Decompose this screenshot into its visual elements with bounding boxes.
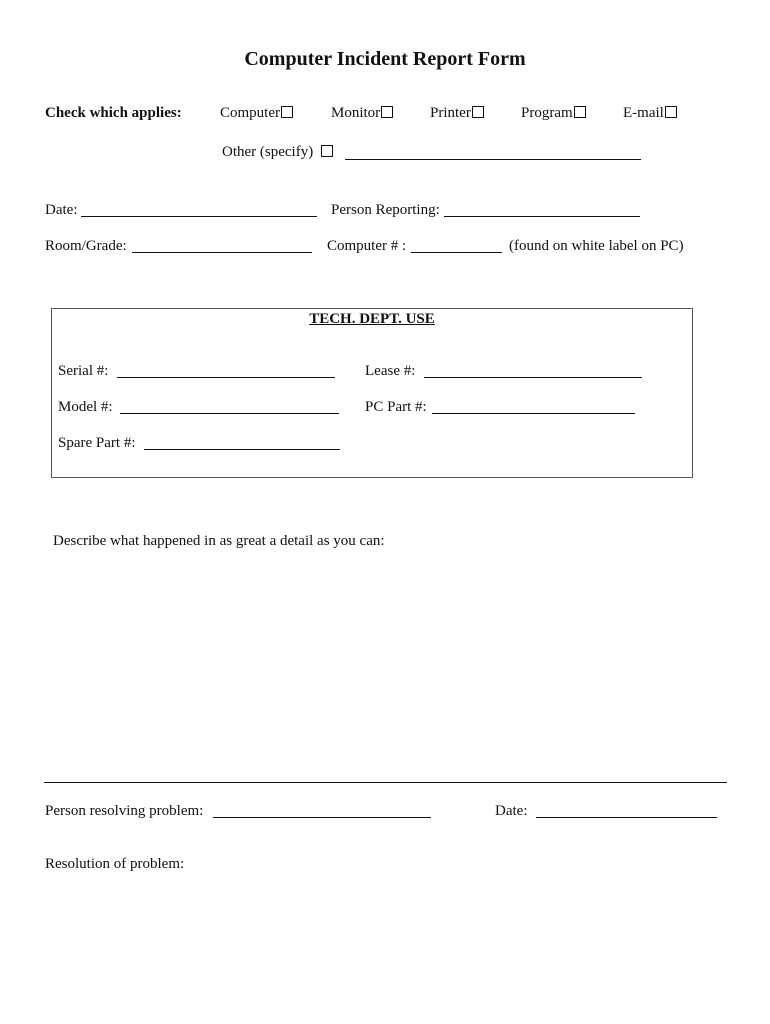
person-reporting-field[interactable] bbox=[444, 216, 640, 217]
option-computer[interactable] bbox=[220, 105, 293, 122]
model-field[interactable] bbox=[120, 413, 339, 414]
computer-number-note: (found on white label on PC) bbox=[509, 238, 684, 254]
computer-number-label: Computer # : bbox=[327, 238, 407, 254]
serial-label: Serial #: bbox=[58, 363, 109, 379]
monitor-checkbox[interactable] bbox=[381, 106, 393, 118]
lease-label: Lease #: bbox=[365, 363, 416, 379]
email-checkbox[interactable] bbox=[665, 106, 677, 118]
describe-area[interactable] bbox=[44, 555, 726, 775]
option-computer-label: Computer bbox=[220, 105, 280, 121]
lease-field[interactable] bbox=[424, 377, 642, 378]
option-email[interactable] bbox=[623, 105, 677, 122]
option-other[interactable] bbox=[222, 144, 333, 161]
program-checkbox[interactable] bbox=[574, 106, 586, 118]
option-printer[interactable] bbox=[430, 105, 484, 122]
serial-field[interactable] bbox=[117, 377, 335, 378]
room-grade-field[interactable] bbox=[132, 252, 312, 253]
person-resolving-label: Person resolving problem: bbox=[45, 803, 204, 819]
page-title: Computer Incident Report Form bbox=[244, 48, 526, 70]
option-email-label: E-mail bbox=[623, 105, 664, 121]
date-field[interactable] bbox=[81, 216, 317, 217]
room-grade-label: Room/Grade: bbox=[45, 238, 127, 254]
check-which-applies-label: Check which applies: bbox=[45, 105, 182, 121]
other-specify-field[interactable] bbox=[345, 159, 641, 160]
tech-dept-heading: TECH. DEPT. USE bbox=[309, 311, 435, 327]
resolution-area[interactable] bbox=[44, 880, 726, 1000]
computer-checkbox[interactable] bbox=[281, 106, 293, 118]
resolution-label: Resolution of problem: bbox=[45, 856, 185, 872]
tech-dept-section bbox=[51, 308, 693, 478]
model-label: Model #: bbox=[58, 399, 113, 415]
spare-part-label: Spare Part #: bbox=[58, 435, 136, 451]
option-printer-label: Printer bbox=[430, 105, 471, 121]
person-reporting-label: Person Reporting: bbox=[331, 202, 440, 218]
pc-part-field[interactable] bbox=[432, 413, 635, 414]
printer-checkbox[interactable] bbox=[472, 106, 484, 118]
computer-number-field[interactable] bbox=[411, 252, 502, 253]
describe-prompt: Describe what happened in as great a detail as you can: bbox=[53, 533, 385, 549]
section-divider bbox=[44, 782, 727, 783]
person-resolving-field[interactable] bbox=[213, 817, 431, 818]
resolution-date-label: Date: bbox=[495, 803, 528, 819]
option-monitor[interactable] bbox=[331, 105, 393, 122]
date-label: Date: bbox=[45, 202, 78, 218]
spare-part-field[interactable] bbox=[144, 449, 340, 450]
pc-part-label: PC Part #: bbox=[365, 399, 427, 415]
other-checkbox[interactable] bbox=[321, 145, 333, 157]
option-program-label: Program bbox=[521, 105, 573, 121]
resolution-date-field[interactable] bbox=[536, 817, 717, 818]
option-other-label: Other (specify) bbox=[222, 144, 314, 160]
option-program[interactable] bbox=[521, 105, 586, 122]
option-monitor-label: Monitor bbox=[331, 105, 381, 121]
